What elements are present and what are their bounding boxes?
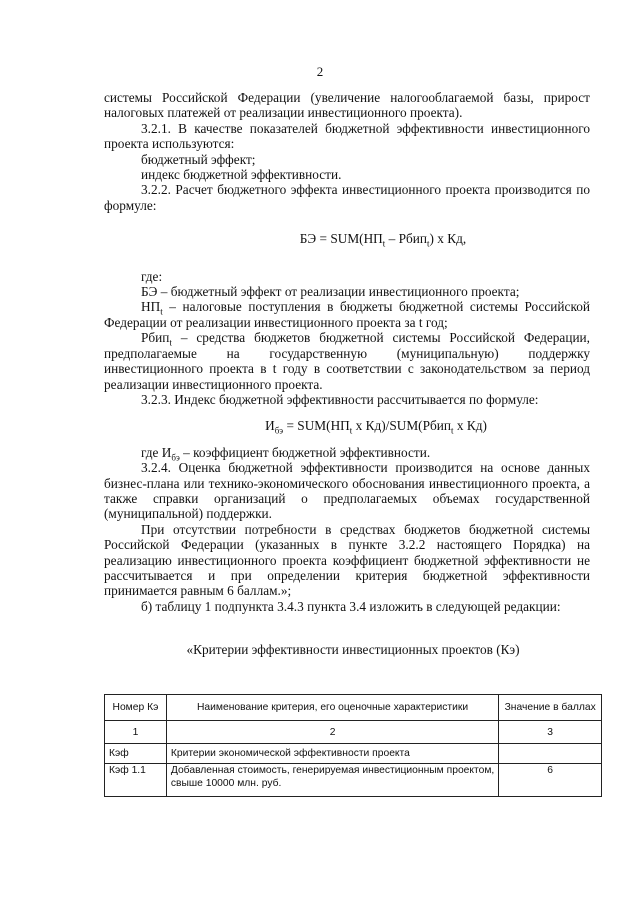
paragraph-line: предполагаемые на государственную (муниципальную) поддержку	[104, 345, 590, 361]
document-body	[104, 90, 590, 658]
section-3-2-3: 3.2.3. Индекс бюджетной эффективности рассчитывается по формуле:	[141, 391, 539, 407]
section-3-2-2: 3.2.2. Расчет бюджетного эффекта инвестиционного проекта производится по формуле:	[104, 182, 590, 213]
absence-paragraph: При отсутствии потребности в средствах бюджетов бюджетной системы Российской Федерации (указанных в пункте 3.2.2 настоящего Порядка) на реализацию инвестиционного проекта коэффициент бюджетной эффективности не рассчитывается и при определении критерия бюджетной эффективности принимается равным 6 баллам.»;	[104, 521, 590, 599]
column-header: Номер Кэ	[105, 695, 167, 721]
column-number: 2	[166, 721, 498, 744]
section-3-2-1: 3.2.1. В качестве показателей бюджетной эффективности инвестиционного проекта используются:	[104, 120, 590, 152]
page-number: 2	[316, 64, 324, 79]
where-index-definition: где $И_{бэ}$ – коэффициент бюджетной эффективности.	[141, 444, 431, 463]
table-row	[105, 744, 602, 764]
paragraph-line: налоговых платежей от реализации инвестиционного проекта).	[104, 105, 463, 121]
column-header: Значение в баллах	[499, 695, 602, 721]
column-header: Наименование критерия, его оценочные характеристики	[166, 695, 498, 721]
criterion-name: Критерии экономической эффективности проекта	[166, 744, 498, 764]
efficiency-index-formula: $И_{бэ} = SUM(НП_t$ x Кд)/SUM(Рбип$_t$ x Кд)	[265, 418, 487, 436]
column-number: 1	[105, 721, 167, 744]
criterion-value: 6	[499, 764, 602, 797]
column-number-row	[105, 721, 602, 744]
list-item: индекс бюджетной эффективности.	[141, 167, 342, 183]
list-item: бюджетный эффект;	[141, 151, 256, 167]
paragraph-line: инвестиционного проекта в t году в соответствии с законодательством за период реализации инвестиционного проекта.	[104, 361, 590, 392]
budget-effect-formula: БЭ = $SUM(НП_t$ – Рбип$_t$) x Кд,	[299, 231, 467, 249]
criterion-name: Добавленная стоимость, генерируемая инвестиционным проектом, свыше 10000 млн. руб.	[166, 764, 498, 797]
table-title: «Критерии эффективности инвестиционных проектов (Кэ)	[186, 642, 520, 658]
criteria-table	[104, 694, 602, 797]
criterion-value	[499, 744, 602, 764]
table-row	[105, 764, 602, 797]
definition-be: БЭ – бюджетный эффект от реализации инвестиционного проекта;	[141, 284, 520, 300]
definition-rbip: Рбип$_t$ – средства бюджетов бюджетной системы Российской Федерации,	[141, 330, 590, 348]
paragraph-line: системы Российской Федерации (увеличение налогооблагаемой базы, прирост	[104, 90, 590, 105]
where-label: где:	[141, 268, 163, 284]
criterion-number: Кэф 1.1	[105, 764, 167, 797]
table-header-row	[105, 695, 602, 721]
section-3-2-4: 3.2.4. Оценка бюджетной эффективности производится на основе данных бизнес-плана или технико-экономического обоснования инвестиционного проекта, а также справки организаций о предполагаемых объемах государственной (муниципальной) поддержки.	[104, 460, 590, 522]
column-number: 3	[499, 721, 602, 744]
definition-np: $НП_t$ – налоговые поступления в бюджеты бюджетной системы Российской Федерации от реализации инвестиционного проекта за t год;	[104, 299, 590, 330]
amendment-b: б) таблицу 1 подпункта 3.4.3 пункта 3.4 изложить в следующей редакции:	[141, 598, 561, 614]
criterion-number: Кэф	[105, 744, 167, 764]
